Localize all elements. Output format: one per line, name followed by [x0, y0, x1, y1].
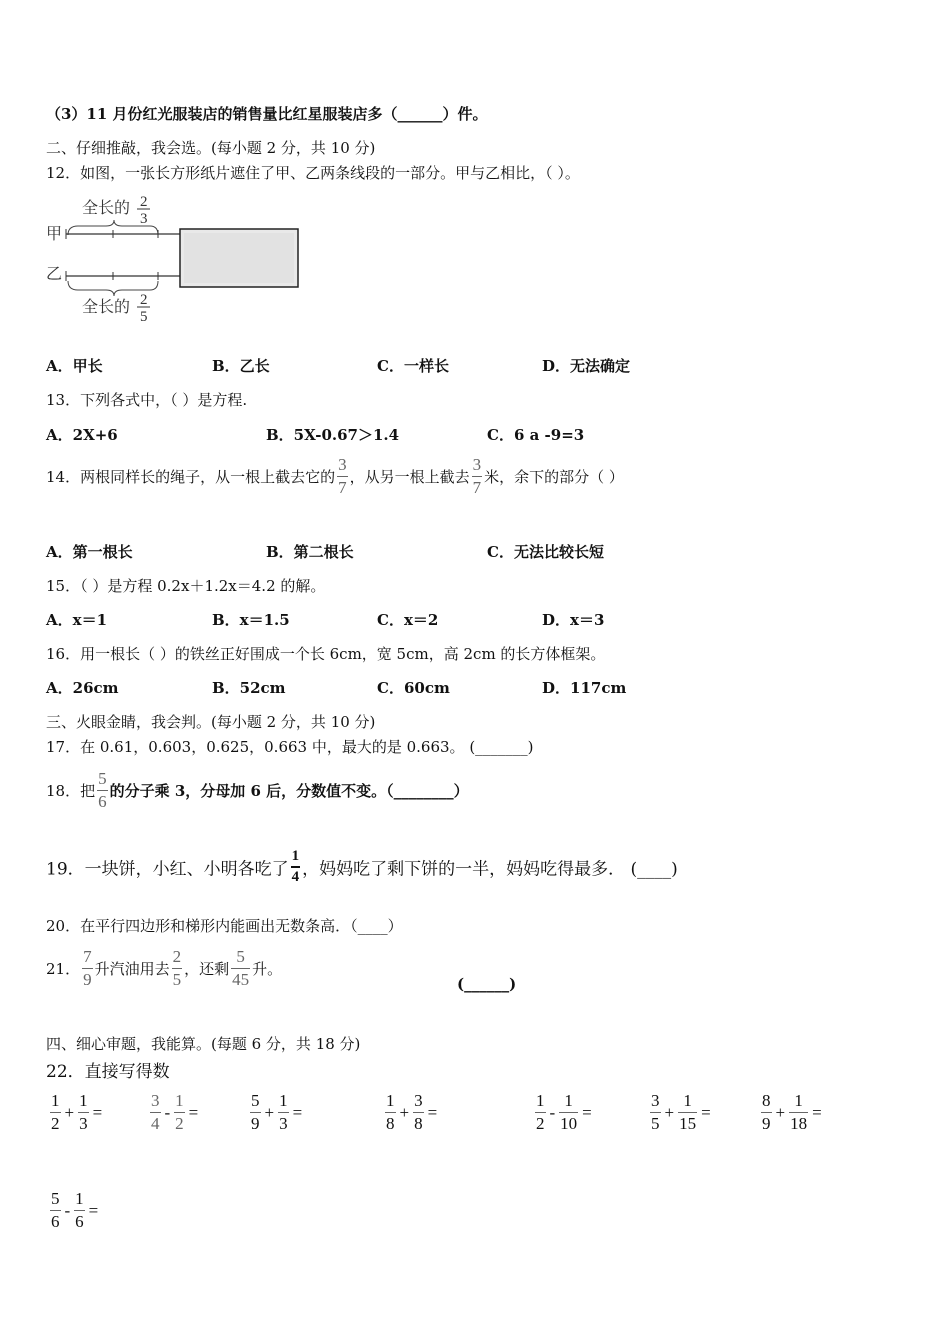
- q18-prefix: 18．把: [46, 782, 96, 800]
- calc-item: [148, 1092, 200, 1133]
- q12-option-a[interactable]: A．甲长: [46, 357, 103, 375]
- q21-prefix: 21．: [46, 960, 81, 978]
- q14-option-c[interactable]: C．无法比较长短: [487, 543, 604, 561]
- q14-fraction-1: $\frac{3}{7}$: [338, 455, 347, 497]
- q21-text-1: 升汽油用去: [94, 960, 170, 978]
- calc-fraction-b: $\frac{1}{18}$: [790, 1091, 808, 1133]
- calc-fraction-a: $\frac{1}{2}$: [536, 1091, 545, 1133]
- q12-figure: [44, 193, 314, 323]
- q19-prefix: 19．一块饼，小红、小明各吃了: [46, 859, 289, 880]
- calc-fraction-b: $\frac{1}{2}$: [175, 1091, 184, 1133]
- q11-part3: （3）11 月份红光服装店的销售量比红星服装店多（______）件。: [46, 105, 488, 123]
- calc-fraction-a: $\frac{8}{9}$: [762, 1091, 771, 1133]
- q19-fraction: $\frac{1}{4}$: [291, 848, 300, 885]
- calc-fraction-b: $\frac{1}{3}$: [79, 1091, 88, 1133]
- q19: [46, 849, 678, 885]
- q20: 20．在平行四边形和梯形内能画出无数条高．（____）: [46, 917, 403, 935]
- q21-text-2: ，还剩: [184, 960, 230, 978]
- q14-option-a[interactable]: A．第一根长: [46, 543, 133, 561]
- q21-fraction-1: $\frac{7}{9}$: [83, 947, 92, 989]
- q21-text-3: 升。: [252, 960, 283, 978]
- q16-option-d[interactable]: D．117cm: [542, 679, 627, 697]
- section-2-header: 二、仔细推敲，我会选。(每小题 2 分，共 10 分): [46, 139, 376, 157]
- q14-option-b[interactable]: B．第二根长: [266, 543, 354, 561]
- calc-equals: =: [701, 1102, 711, 1122]
- q21-answer-blank[interactable]: (______): [457, 975, 517, 993]
- calc-operator: +: [399, 1102, 410, 1122]
- q12-label-jia: 甲: [46, 224, 63, 243]
- calc-fraction-b: $\frac{1}{15}$: [679, 1091, 697, 1133]
- calc-item: [648, 1092, 713, 1133]
- calc-equals: =: [812, 1102, 822, 1122]
- q14-suffix: 米，余下的部分（ ）: [484, 468, 624, 486]
- calc-fraction-a: $\frac{5}{6}$: [51, 1189, 60, 1231]
- q19-suffix: ，妈妈吃了剩下饼的一半，妈妈吃得最多． (____): [302, 859, 678, 880]
- calc-fraction-b: $\frac{3}{8}$: [414, 1091, 423, 1133]
- q12-label-yi: 乙: [46, 264, 63, 283]
- q13-stem: 13．下列各式中，（ ）是方程.: [46, 391, 248, 409]
- q15-option-b[interactable]: B．x＝1.5: [212, 611, 290, 629]
- calc-equals: =: [88, 1200, 99, 1220]
- calc-item: [759, 1092, 824, 1133]
- q21-fraction-2: $\frac{2}{5}$: [172, 947, 182, 989]
- calc-fraction-a: $\frac{1}{2}$: [51, 1091, 60, 1133]
- q16-option-a[interactable]: A．26cm: [46, 679, 119, 697]
- q18-suffix: 的分子乘 3，分母加 6 后，分数值不变。（________）: [109, 782, 469, 800]
- calc-equals: =: [427, 1102, 438, 1122]
- q12-top-den: 3: [140, 211, 148, 227]
- calc-item: [248, 1092, 304, 1133]
- q14-stem: [46, 456, 624, 497]
- q12-option-d[interactable]: D．无法确定: [542, 357, 631, 375]
- q16-option-b[interactable]: B．52cm: [212, 679, 286, 697]
- section-4-header: 四、细心审题，我能算。(每题 6 分，共 18 分): [46, 1035, 361, 1053]
- calc-fraction-b: $\frac{1}{10}$: [560, 1091, 578, 1133]
- q21: [46, 948, 282, 989]
- calc-fraction-a: $\frac{3}{4}$: [151, 1091, 160, 1133]
- q15-option-c[interactable]: C．x＝2: [377, 611, 439, 629]
- calc-item: [48, 1092, 104, 1133]
- q17: 17．在 0.61，0.603，0.625，0.663 中，最大的是 0.663。 (_______): [46, 738, 534, 756]
- q21-fraction-3: $\frac{5}{45}$: [232, 947, 250, 989]
- q15-stem: 15．（ ）是方程 0.2x＋1.2x＝4.2 的解。: [46, 577, 326, 595]
- calc-item: [48, 1190, 100, 1231]
- calc-operator: +: [64, 1102, 75, 1122]
- q14-middle: ，从另一根上截去: [349, 468, 470, 486]
- q18: [46, 770, 469, 811]
- q12-top-caption: 全长的: [82, 198, 131, 217]
- q16-option-c[interactable]: C．60cm: [377, 679, 450, 697]
- calc-fraction-b: $\frac{1}{6}$: [75, 1189, 84, 1231]
- section-3-header: 三、火眼金睛，我会判。(每小题 2 分，共 10 分): [46, 713, 376, 731]
- calc-fraction-a: $\frac{3}{5}$: [651, 1091, 660, 1133]
- calc-fraction-b: $\frac{1}{3}$: [279, 1091, 288, 1133]
- calc-equals: =: [92, 1102, 103, 1122]
- q12-bottom-den: 5: [140, 309, 148, 323]
- q18-fraction: $\frac{5}{6}$: [98, 769, 107, 811]
- calc-item: [383, 1092, 439, 1133]
- q12-stem: 12．如图，一张长方形纸片遮住了甲、乙两条线段的一部分。甲与乙相比，（ ）。: [46, 164, 580, 182]
- q13-option-b[interactable]: B．5X-0.67＞1.4: [266, 426, 400, 444]
- q15-option-d[interactable]: D．x＝3: [542, 611, 605, 629]
- q12-bottom-caption: 全长的: [82, 297, 131, 316]
- calc-operator: -: [64, 1200, 71, 1220]
- calc-operator: -: [549, 1102, 556, 1122]
- calc-equals: =: [188, 1102, 199, 1122]
- q13-option-a[interactable]: A．2X+6: [46, 426, 118, 444]
- q12-bottom-num: 2: [140, 292, 148, 308]
- q14-fraction-2: $\frac{3}{7}$: [472, 455, 482, 497]
- calc-operator: +: [775, 1102, 786, 1122]
- calc-fraction-a: $\frac{5}{9}$: [251, 1091, 260, 1133]
- q22-title: 22．直接写得数: [46, 1062, 170, 1082]
- calc-fraction-a: $\frac{1}{8}$: [386, 1091, 395, 1133]
- q12-option-b[interactable]: B．乙长: [212, 357, 270, 375]
- q15-option-a[interactable]: A．x＝1: [46, 611, 108, 629]
- q12-option-c[interactable]: C．一样长: [377, 357, 449, 375]
- calc-operator: +: [664, 1102, 675, 1122]
- calc-equals: =: [582, 1102, 592, 1122]
- calc-item: [533, 1092, 594, 1133]
- calc-operator: -: [164, 1102, 171, 1122]
- q13-option-c[interactable]: C．6 a -9=3: [487, 426, 585, 444]
- q16-stem: 16．用一根长（ ）的铁丝正好围成一个长 6cm，宽 5cm，高 2cm 的长方体框架。: [46, 645, 606, 663]
- q12-top-num: 2: [140, 194, 148, 210]
- q14-prefix: 14．两根同样长的绳子，从一根上截去它的: [46, 468, 336, 486]
- calc-equals: =: [292, 1102, 303, 1122]
- calc-operator: +: [264, 1102, 275, 1122]
